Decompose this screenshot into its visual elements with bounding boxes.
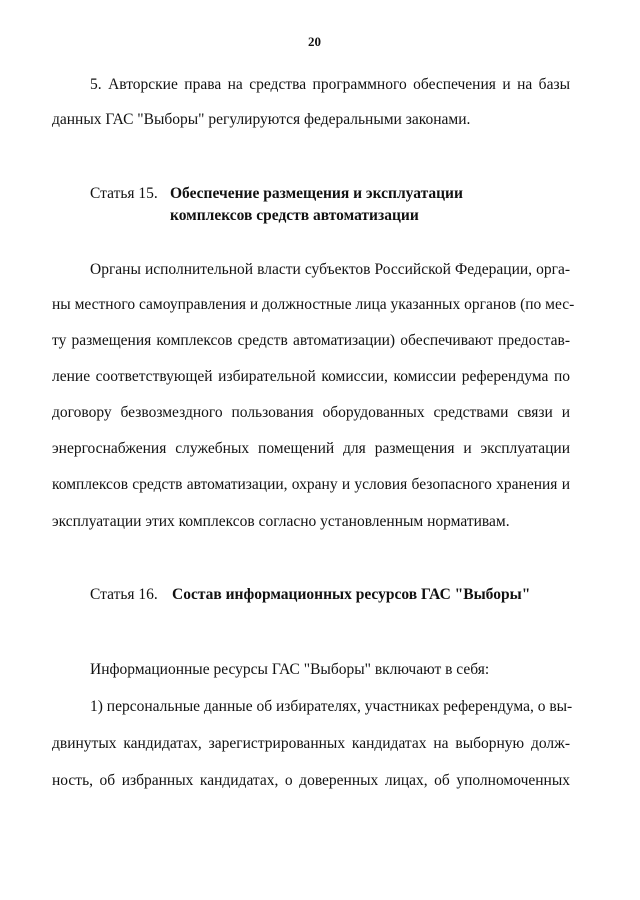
article-16-title: Состав информационных ресурсов ГАС "Выборы" [172,586,531,603]
article-15-body-line: Органы исполнительной власти субъектов Российской Федерации, орга- [90,261,570,278]
article-16-intro: Информационные ресурсы ГАС "Выборы" включают в себя: [90,661,490,678]
article-15-body-line: ту размещения комплексов средств автоматизации) обеспечивают предостав- [52,332,570,349]
clause-5-line-1: 5. Авторские права на средства программного обеспечения и на базы [90,76,570,93]
article-15-body-line: ны местного самоуправления и должностные лица указанных органов (по мес- [52,296,575,313]
article-16-item-line: двинутых кандидатах, зарегистрированных кандидатах на выборную долж- [52,735,570,752]
article-16-item-line: ность, об избранных кандидатах, о доверенных лицах, об уполномоченных [52,772,570,789]
article-15-body-line: ление соответствующей избирательной комиссии, комиссии референдума по [52,368,570,385]
article-15-body-line: энергоснабжения служебных помещений для размещения и эксплуатации [52,440,570,457]
article-15-title-line-2: комплексов средств автоматизации [170,207,419,224]
article-15-body-line: договору безвозмездного пользования оборудованных средствами связи и [52,404,570,421]
article-15-title-line-1: Обеспечение размещения и эксплуатации [170,185,463,202]
article-16-item-line: 1) персональные данные об избирателях, участниках референдума, о вы- [90,698,573,715]
article-15-body-line: эксплуатации этих комплексов согласно установленным нормативам. [52,513,510,530]
article-16-label: Статья 16. [90,586,158,603]
page-number: 20 [308,34,321,49]
article-15-label: Статья 15. [90,185,158,202]
clause-5-line-2: данных ГАС "Выборы" регулируются федеральными законами. [52,111,471,128]
article-15-body-line: комплексов средств автоматизации, охрану и условия безопасного хранения и [52,476,570,493]
